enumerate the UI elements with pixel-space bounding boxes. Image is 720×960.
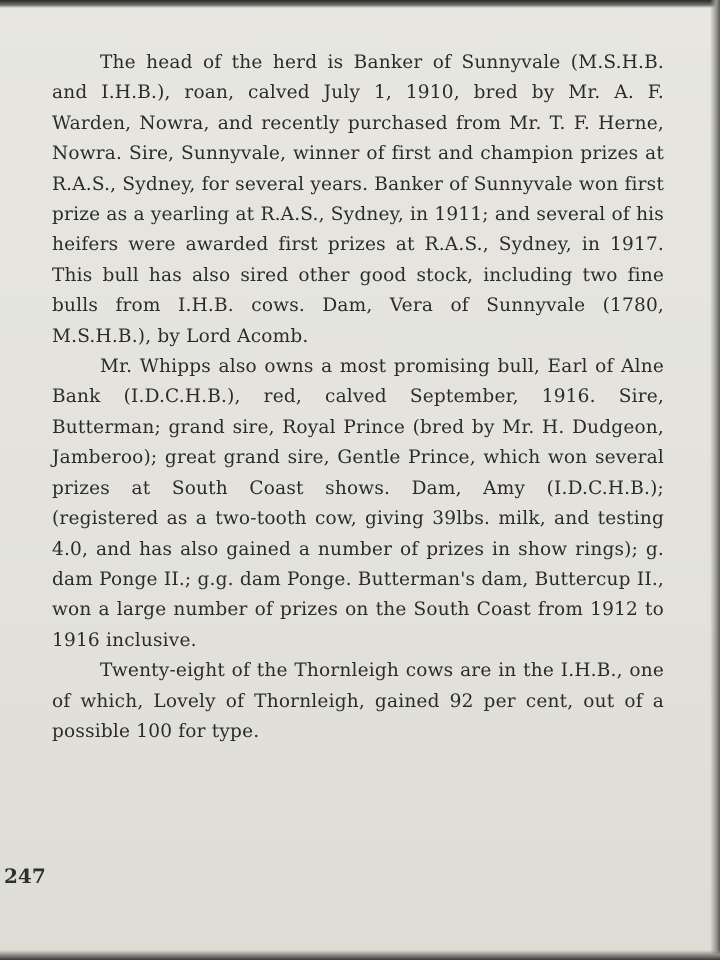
page-number: 247 — [4, 864, 46, 888]
paragraph-thornleigh-cows: Twenty-eight of the Thornleigh cows are in the I.H.B., one of which, Lovely of Thornleigh, gained 92 per cent, out of a possible 100 for type. — [52, 660, 664, 742]
paragraph-earl-of-alne-bank: Mr. Whipps also owns a most promising bull, Earl of Alne Bank (I.D.C.H.B.), red, calved September, 1916. Sire, Butterman; grand sire, Royal Prince (bred by Mr. H. Dudgeon, Jamberoo); great grand sire, Gentle Prince, which won several prizes at South Coast shows. Dam, Amy (I.D.C.H.B.); (registered as a two-tooth cow, giving 39lbs. milk, and testing 4.0, and has also gained a number of prizes in show rings); g. dam Ponge II.; g.g. dam Ponge. Butterman's dam, Buttercup II., won a large number of prizes on the South Coast from 1912 to 1916 inclusive. — [52, 356, 664, 651]
page-bottom-shadow — [0, 950, 720, 960]
paragraph-banker-of-sunnyvale: The head of the herd is Banker of Sunnyvale (M.S.H.B. and I.H.B.), roan, calved July 1, 1910, bred by Mr. A. F. Warden, Nowra, and recently purchased from Mr. T. F. Herne, Nowra. Sire, Sunnyvale, winner of first and champion prizes at R.A.S., Sydney, for several years. Banker of Sunnyvale won first prize as a yearling at R.A.S., Sydney, in 1911; and several of his heifers were awarded first prizes at R.A.S., Sydney, in 1917. This bull has also sired other good stock, including two fine bulls from I.H.B. cows. Dam, Vera of Sunnyvale (1780, M.S.H.B.), by Lord Acomb. — [52, 52, 664, 347]
body-text — [52, 48, 664, 747]
page-top-shadow — [0, 0, 720, 8]
page-right-shadow — [710, 0, 720, 960]
